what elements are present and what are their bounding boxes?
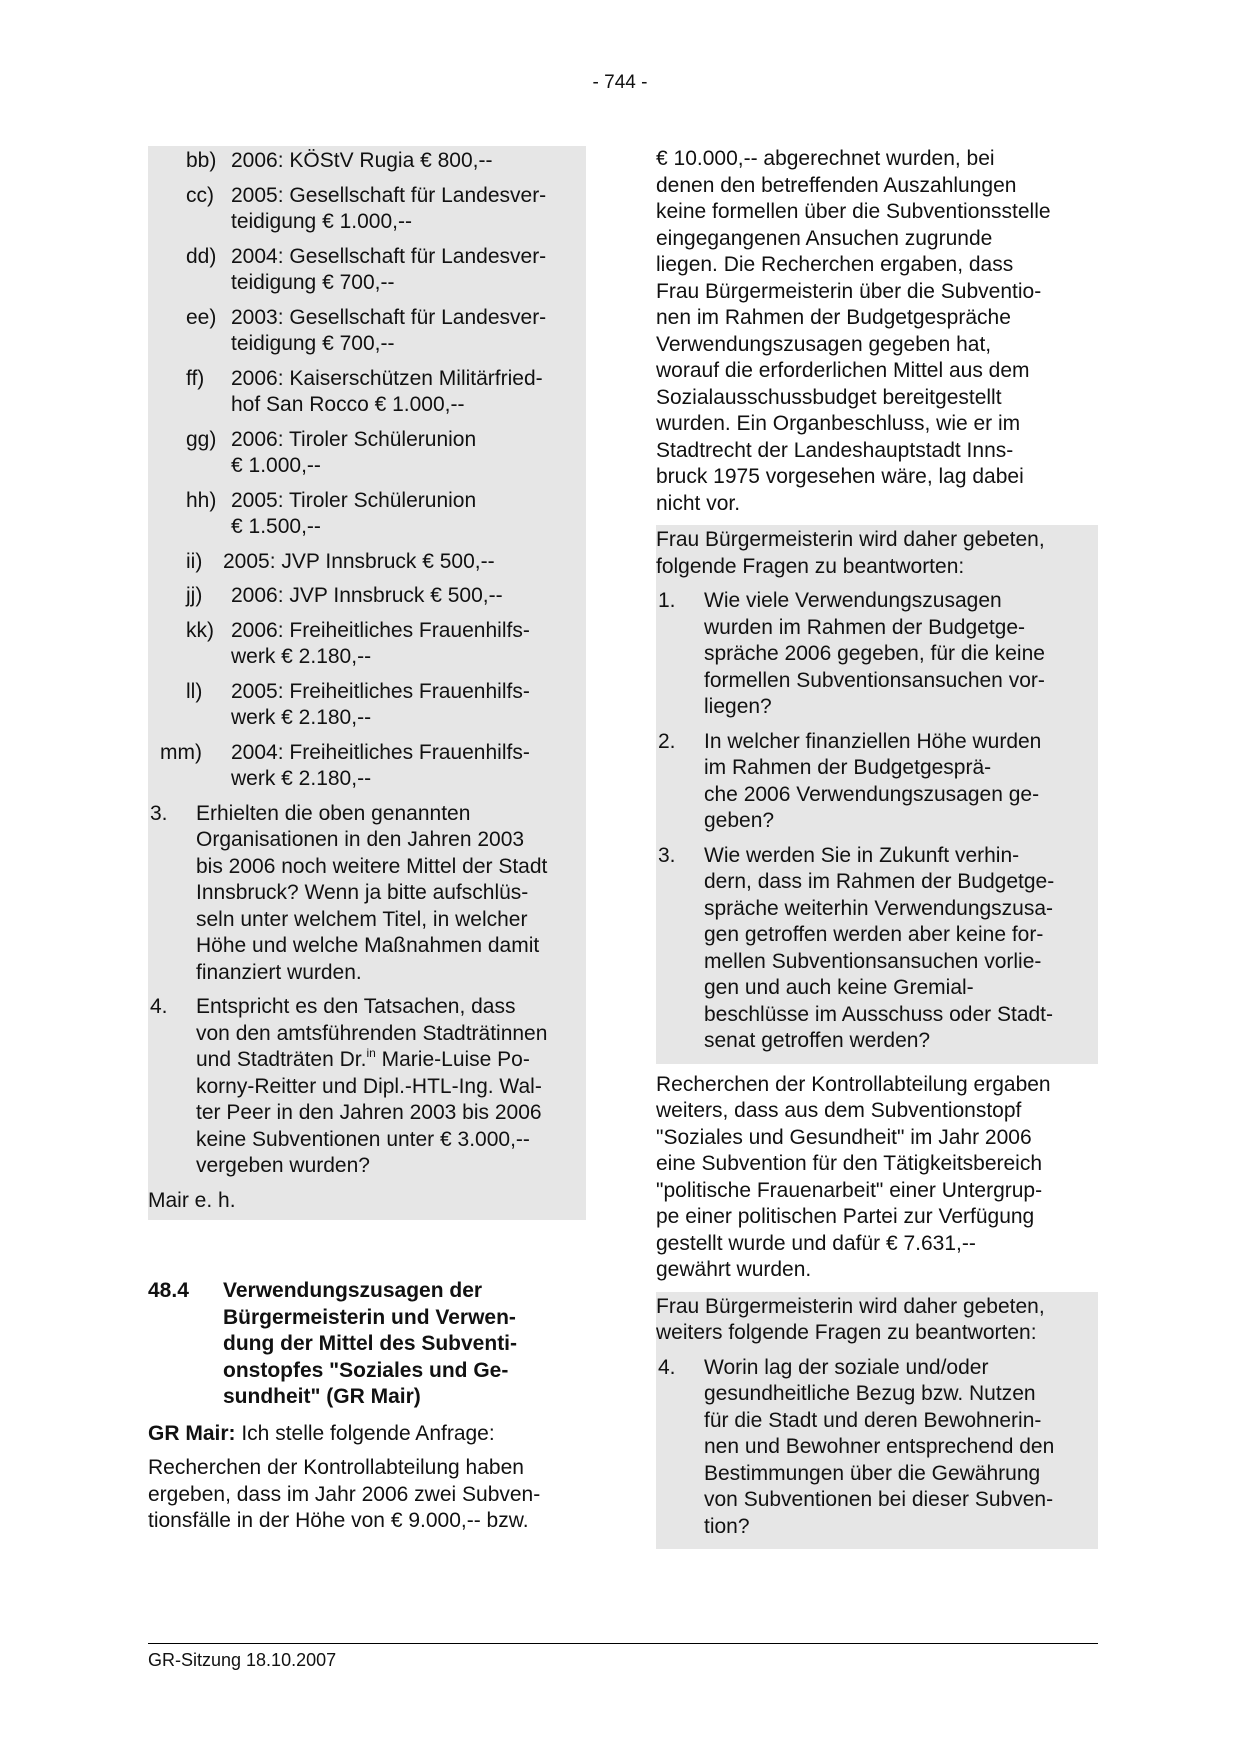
- question-line: beschlüsse im Ausschuss oder Stadt-: [704, 1002, 1054, 1026]
- question-number: 4.: [658, 1355, 676, 1379]
- question-line: gen getroffen werden aber keine for-: [704, 923, 1044, 946]
- sub-item-line: werk € 2.180,--: [231, 706, 372, 729]
- sub-item: [148, 618, 586, 671]
- question-list-2: [656, 1355, 1098, 1541]
- sub-item-line: 2004: Gesellschaft für Landesver-: [231, 244, 547, 268]
- question-line: Erhielten die oben genannten: [196, 801, 471, 825]
- paragraph-line: gewährt wurden.: [656, 1258, 812, 1281]
- question-line: finanziert wurden.: [196, 960, 362, 984]
- question-line: und Stadträten Dr.$^{in}$ Marie-Luise Po-: [196, 1046, 530, 1071]
- question-line: korny-Reitter und Dipl.-HTL-Ing. Wal-: [196, 1074, 542, 1098]
- question-line: von Subventionen bei dieser Subven-: [704, 1488, 1054, 1511]
- paragraph-line: € 10.000,-- abgerechnet wurden, bei: [656, 147, 995, 170]
- question-line: seln unter welchem Titel, in welcher: [196, 907, 528, 931]
- sub-item-label: jj): [186, 584, 203, 607]
- question-line: mellen Subventionsansuchen vorlie-: [704, 949, 1042, 973]
- sub-item-line: 2005: Gesellschaft für Landesver-: [231, 183, 547, 207]
- question-line: vergeben wurden?: [196, 1154, 370, 1177]
- question-list-1: [656, 588, 1098, 1055]
- sub-item-label: bb): [186, 149, 217, 172]
- sub-item-line: 2004: Freiheitliches Frauenhilfs-: [231, 740, 530, 764]
- question-number: 2.: [658, 729, 676, 753]
- paragraph-line: Frau Bürgermeisterin über die Subventio-: [656, 279, 1042, 303]
- request-intro-2: [656, 1294, 1098, 1347]
- request-intro-1: [656, 527, 1098, 580]
- sub-item-label: ee): [186, 305, 217, 329]
- sub-item-line: € 1.500,--: [231, 515, 321, 538]
- question-line: spräche 2006 gegeben, für die keine: [704, 642, 1045, 665]
- sub-item: [148, 549, 586, 576]
- paragraph-line: tionsfälle in der Höhe von € 9.000,-- bzw.: [148, 1509, 529, 1532]
- sub-item-label: ll): [186, 679, 203, 703]
- sub-item-line: werk € 2.180,--: [231, 645, 372, 668]
- question-item: [656, 729, 1098, 835]
- sub-item-label: ff): [186, 366, 205, 390]
- sub-item-line: 2005: Tiroler Schülerunion: [231, 488, 477, 512]
- question-line: Organisationen in den Jahren 2003: [196, 828, 525, 851]
- sub-item-label: gg): [186, 427, 217, 451]
- question-line: In welcher finanziellen Höhe wurden: [704, 729, 1042, 753]
- sub-item-label: ii): [186, 549, 203, 573]
- paragraph-line: ergeben, dass im Jahr 2006 zwei Subven-: [148, 1482, 541, 1506]
- speaker-text: Ich stelle folgende Anfrage:: [235, 1421, 495, 1445]
- paragraph-line: bruck 1975 vorgesehen wäre, lag dabei: [656, 465, 1024, 488]
- question-4: [148, 994, 586, 1180]
- sub-item: [148, 183, 586, 236]
- paragraph-line: "Soziales und Gesundheit" im Jahr 2006: [656, 1125, 1032, 1149]
- sub-item-line: 2006: KÖStV Rugia € 800,--: [231, 149, 493, 172]
- heading-line: sundheit" (GR Mair): [223, 1385, 421, 1408]
- question-line: Wie werden Sie in Zukunft verhin-: [704, 843, 1020, 867]
- question-line: gesundheitliche Bezug bzw. Nutzen: [704, 1382, 1036, 1405]
- question-line: wurden im Rahmen der Budgetge-: [704, 615, 1026, 639]
- sub-item-line: 2006: Kaiserschützen Militärfried-: [231, 366, 543, 390]
- question-line: gen und auch keine Gremial-: [704, 976, 974, 999]
- sub-item-line: teidigung € 1.000,--: [231, 210, 412, 233]
- paragraph-line: gestellt wurde und dafür € 7.631,--: [656, 1231, 976, 1255]
- right-paragraph-1: [656, 146, 1098, 517]
- sub-item: [148, 488, 586, 541]
- sub-item: [148, 583, 586, 610]
- sub-item-line: € 1.000,--: [231, 454, 321, 477]
- left-shaded-block: [148, 146, 586, 1220]
- sub-item: [148, 679, 586, 732]
- question-line: tion?: [704, 1514, 750, 1538]
- question-number: 1.: [658, 589, 676, 612]
- paragraph-line: wurden. Ein Organbeschluss, wie er im: [656, 412, 1021, 435]
- footer-text: GR-Sitzung 18.10.2007: [148, 1650, 337, 1670]
- paragraph-line: "politische Frauenarbeit" einer Untergrup-: [656, 1178, 1043, 1202]
- sub-item-line: teidigung € 700,--: [231, 332, 395, 355]
- sub-item-line: 2005: Freiheitliches Frauenhilfs-: [231, 679, 530, 703]
- left-column: [148, 146, 586, 1535]
- question-line: geben?: [704, 809, 775, 832]
- question-number: 4.: [150, 995, 168, 1018]
- question-item: [656, 843, 1098, 1055]
- paragraph-line: worauf die erforderlichen Mittel aus dem: [656, 359, 1030, 382]
- intro-line: folgende Fragen zu beantworten:: [656, 554, 965, 578]
- paragraph-line: eine Subvention für den Tätigkeitsbereich: [656, 1152, 1043, 1175]
- sub-item-line: 2005: JVP Innsbruck € 500,--: [223, 549, 495, 573]
- heading-line: dung der Mittel des Subventi-: [223, 1332, 518, 1355]
- paragraph-line: keine formellen über die Subventionsstelle: [656, 200, 1051, 223]
- sub-item-line: 2006: JVP Innsbruck € 500,--: [231, 584, 503, 607]
- question-3: [148, 801, 586, 987]
- sub-item: [148, 244, 586, 297]
- sub-item-line: werk € 2.180,--: [231, 767, 372, 790]
- sub-item-label: hh): [186, 488, 217, 512]
- question-number: 3.: [150, 801, 168, 825]
- question-line: nen und Bewohner entsprechend den: [704, 1435, 1055, 1458]
- question-line: formellen Subventionsansuchen vor-: [704, 668, 1045, 692]
- question-line: Wie viele Verwendungszusagen: [704, 589, 1002, 612]
- sub-item: [148, 366, 586, 419]
- intro-line: Frau Bürgermeisterin wird daher gebeten,: [656, 528, 1045, 551]
- right-column: [656, 146, 1098, 1549]
- sub-item-label: mm): [160, 740, 202, 764]
- question-line: Worin lag der soziale und/oder: [704, 1355, 989, 1379]
- question-line: im Rahmen der Budgetgesprä-: [704, 756, 992, 779]
- section-number: 48.4: [148, 1279, 189, 1302]
- sub-item: [148, 427, 586, 480]
- heading-line: Bürgermeisterin und Verwen-: [223, 1305, 516, 1329]
- sub-item-line: 2006: Tiroler Schülerunion: [231, 427, 477, 451]
- question-line: che 2006 Verwendungszusagen ge-: [704, 782, 1040, 806]
- question-line: bis 2006 noch weitere Mittel der Stadt: [196, 854, 548, 878]
- question-line: Entspricht es den Tatsachen, dass: [196, 995, 516, 1018]
- paragraph-line: Stadtrecht der Landeshauptstadt Inns-: [656, 438, 1014, 462]
- sub-item-line: teidigung € 700,--: [231, 271, 395, 294]
- right-shaded-block-2: [656, 1292, 1098, 1550]
- question-line: für die Stadt und deren Bewohnerin-: [704, 1408, 1042, 1432]
- sub-item-line: 2006: Freiheitliches Frauenhilfs-: [231, 618, 530, 642]
- speaker-line: [148, 1421, 586, 1448]
- question-line: keine Subventionen unter € 3.000,--: [196, 1127, 530, 1151]
- intro-line: Frau Bürgermeisterin wird daher gebeten,: [656, 1294, 1045, 1318]
- intro-line: weiters folgende Fragen zu beantworten:: [656, 1321, 1037, 1344]
- speaker-name: GR Mair:: [148, 1421, 236, 1445]
- paragraph-line: denen den betreffenden Auszahlungen: [656, 173, 1017, 197]
- paragraph-line: Verwendungszusagen gegeben hat,: [656, 332, 992, 356]
- question-line: Höhe und welche Maßnahmen damit: [196, 934, 540, 957]
- paragraph-line: Recherchen der Kontrollabteilung haben: [148, 1456, 524, 1479]
- superscript: in: [366, 1046, 376, 1060]
- footer-rule: [148, 1643, 1098, 1644]
- right-paragraph-2: [656, 1072, 1098, 1284]
- paragraph-line: eingegangenen Ansuchen zugrunde: [656, 226, 993, 250]
- paragraph-line: pe einer politischen Partei zur Verfügung: [656, 1205, 1035, 1228]
- question-line: Innsbruck? Wenn ja bitte aufschlüs-: [196, 881, 529, 904]
- right-shaded-block-1: [656, 525, 1098, 1064]
- question-line: ter Peer in den Jahren 2003 bis 2006: [196, 1101, 542, 1124]
- paragraph-line: nen im Rahmen der Budgetgespräche: [656, 306, 1011, 329]
- paragraph-line: liegen. Die Recherchen ergaben, dass: [656, 253, 1014, 276]
- question-line: liegen?: [704, 695, 772, 718]
- sub-item-list: [148, 148, 586, 793]
- heading-line: Verwendungszusagen der: [223, 1279, 483, 1302]
- question-number: 3.: [658, 843, 676, 867]
- paragraph-line: weiters, dass aus dem Subventionstopf: [656, 1099, 1022, 1122]
- question-line: dern, dass im Rahmen der Budgetge-: [704, 870, 1055, 893]
- sub-item-label: dd): [186, 244, 217, 268]
- left-paragraph: [148, 1455, 586, 1535]
- question-item: [656, 1355, 1098, 1541]
- question-item: [656, 588, 1098, 721]
- paragraph-line: Recherchen der Kontrollabteilung ergaben: [656, 1072, 1051, 1096]
- sub-item-line: hof San Rocco € 1.000,--: [231, 393, 465, 416]
- sub-item-label: kk): [186, 618, 214, 642]
- page-number: - 744 -: [592, 72, 648, 93]
- sub-item: [148, 148, 586, 175]
- section-heading: [148, 1278, 586, 1411]
- sub-item-label: cc): [186, 183, 214, 207]
- sub-item-line: 2003: Gesellschaft für Landesver-: [231, 305, 547, 329]
- sub-item: [148, 305, 586, 358]
- paragraph-line: Sozialausschussbudget bereitgestellt: [656, 385, 1002, 409]
- signature: Mair e. h.: [148, 1188, 236, 1212]
- question-line: senat getroffen werden?: [704, 1029, 931, 1052]
- question-line: spräche weiterhin Verwendungszusa-: [704, 896, 1054, 920]
- question-line: von den amtsführenden Stadträtinnen: [196, 1021, 548, 1045]
- sub-item: [148, 740, 586, 793]
- heading-line: onstopfes "Soziales und Ge-: [223, 1358, 509, 1382]
- paragraph-line: nicht vor.: [656, 491, 741, 515]
- question-line: Bestimmungen über die Gewährung: [704, 1461, 1041, 1485]
